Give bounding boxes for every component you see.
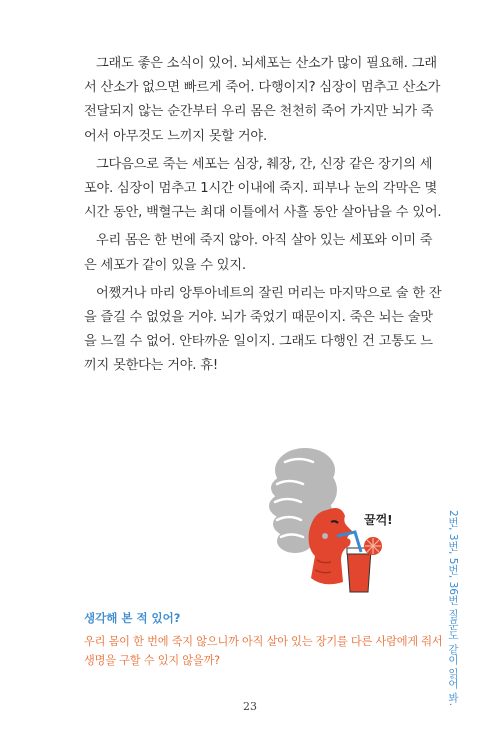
think-about-it-title: 생각해 본 적 있어? <box>84 611 181 625</box>
marie-antoinette-head-illustration <box>255 440 425 610</box>
body-text <box>84 52 444 383</box>
think-about-it-text: 우리 몸이 한 번에 죽지 않으니까 아직 살아 있는 장기를 다른 사람에게 줘서 생명을 구할 수 있지 않을까? <box>84 635 443 667</box>
related-questions-side-note: 2번, 3번, 5번, 36번 질문도 같이 읽어 봐. <box>447 510 459 707</box>
gulp-sound-effect: 꿀꺽! <box>364 513 393 527</box>
think-about-it-box <box>84 610 444 670</box>
paragraph: 어쨌거나 마리 앙투아네트의 잘린 머리는 마지막으로 술 한 잔을 즐길 수 없었을 거야. 뇌가 죽었기 때문이지. 죽은 뇌는 술맛을 느낄 수 없어. 안타까운 일이지. 그래도 다행인 건 고통도 느끼지 못한다는 거야. 휴! <box>84 285 442 374</box>
paragraph: 우리 몸은 한 번에 죽지 않아. 아직 살아 있는 세포와 이미 죽은 세포가 같이 있을 수 있지. <box>84 233 433 273</box>
paragraph: 그래도 좋은 소식이 있어. 뇌세포는 산소가 많이 필요해. 그래서 산소가 없으면 빠르게 죽어. 다행이지? 심장이 멈추고 산소가 전달되지 않는 순간부터 우리 몸은 천천히 죽어 가지만 뇌가 죽어서 아무것도 느끼지 못할 거야. <box>84 56 441 144</box>
paragraph: 그다음으로 죽는 세포는 심장, 췌장, 간, 신장 같은 장기의 세포야. 심장이 멈추고 1시간 이내에 죽지. 피부나 눈의 각막은 몇 시간 동안, 백혈구는 최대 이틀에서 사흘 동안 살아남을 수 있어. <box>84 156 442 221</box>
page-number: 23 <box>243 700 257 713</box>
